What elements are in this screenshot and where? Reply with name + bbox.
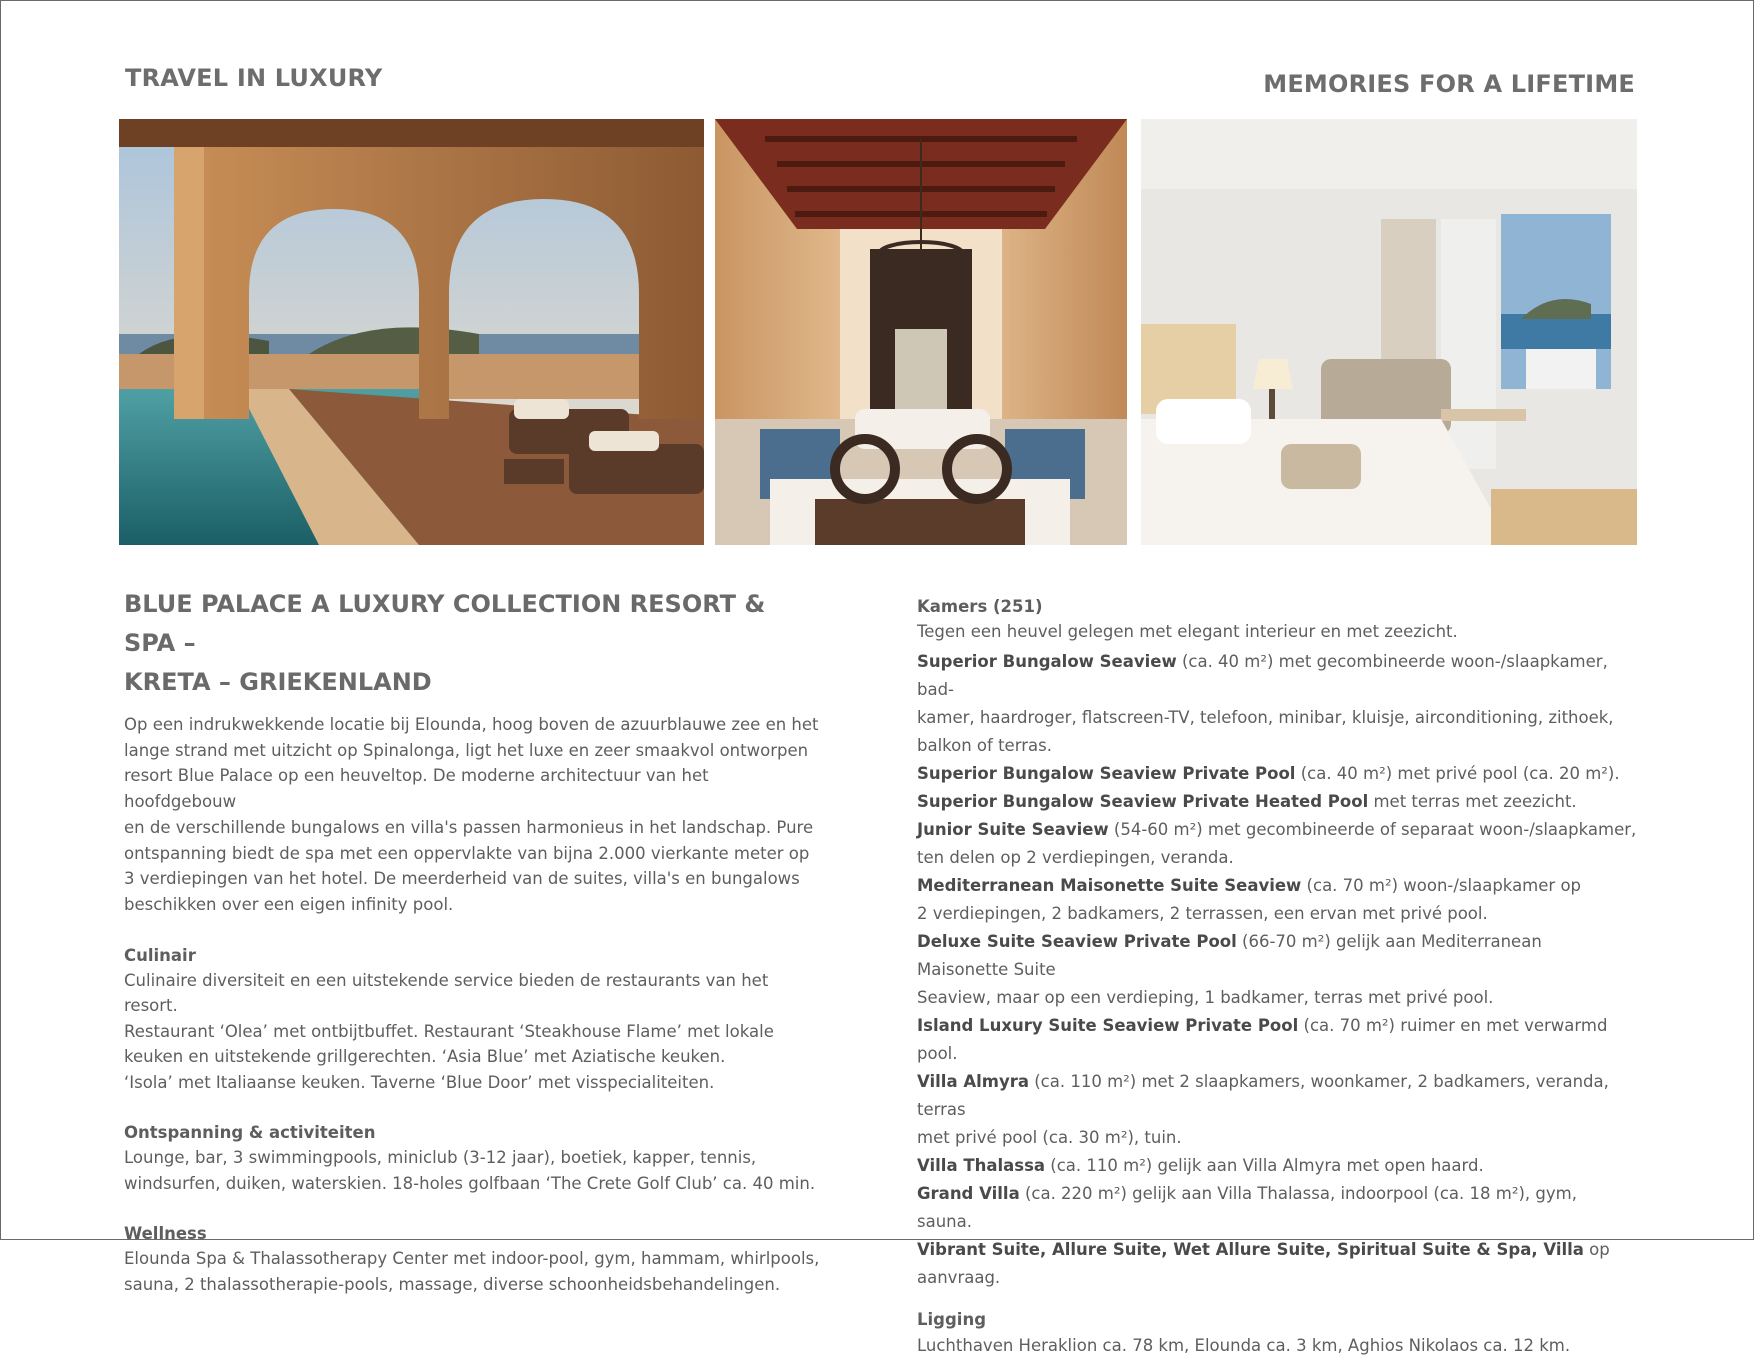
room-item — [917, 648, 1637, 760]
room-name: Villa Almyra — [917, 1072, 1029, 1091]
room-item — [917, 788, 1637, 816]
resort-terrace-photo — [119, 119, 704, 545]
ligging-text: Luchthaven Heraklion ca. 78 km, Elounda ca. 3 km, Aghios Nikolaos ca. 12 km. — [917, 1336, 1571, 1355]
culinair-heading: Culinair — [124, 945, 196, 965]
room-item — [917, 1068, 1637, 1152]
hotel-title-line-2: KRETA – GRIEKENLAND — [124, 668, 432, 696]
hotel-title — [124, 585, 824, 702]
room-desc-line: 2 verdiepingen, 2 badkamers, 2 terrassen, een ervan met privé pool. — [917, 904, 1488, 923]
wellness-heading: Wellness — [124, 1224, 207, 1244]
room-desc-line: (ca. 40 m²) met gecombineerde woon-/slaapkamer, bad- — [917, 652, 1608, 699]
room-desc-line: op aanvraag. — [917, 1240, 1610, 1287]
hotel-title-line-1: BLUE PALACE A LUXURY COLLECTION RESORT & SPA – — [124, 590, 766, 657]
room-desc-line: (ca. 110 m²) met 2 slaapkamers, woonkamer, 2 badkamers, veranda, terras — [917, 1072, 1609, 1119]
room-name: Grand Villa — [917, 1184, 1020, 1203]
hotel-intro — [124, 712, 824, 918]
room-desc-line: (66-70 m²) gelijk aan Mediterranean Maisonette Suite — [917, 932, 1542, 979]
ligging-section — [917, 1308, 1637, 1359]
room-item — [917, 1180, 1637, 1236]
room-name: Mediterranean Maisonette Suite Seaview — [917, 876, 1302, 895]
intro-line: ontspanning biedt de spa met een oppervlakte van bijna 2.000 vierkante meter op — [124, 843, 810, 863]
room-desc-line: (ca. 220 m²) gelijk aan Villa Thalassa, indoorpool (ca. 18 m²), gym, sauna. — [917, 1184, 1577, 1231]
lobby-photo — [715, 119, 1127, 545]
activiteiten-line: windsurfen, duiken, waterskien. 18-holes golfbaan ‘The Crete Golf Club’ ca. 40 min. — [124, 1173, 816, 1193]
room-name: Vibrant Suite, Allure Suite, Wet Allure Suite, Spiritual Suite & Spa, Villa — [917, 1240, 1584, 1259]
culinair-line: keuken en uitstekende grillgerechten. ‘Asia Blue’ met Aziatische keuken. — [124, 1047, 726, 1067]
culinair-text — [124, 968, 824, 1096]
room-desc-line: kamer, haardroger, flatscreen-TV, telefoon, minibar, kluisje, airconditioning, zithoek, — [917, 708, 1614, 727]
kamers-intro: Tegen een heuvel gelegen met elegant interieur en met zeezicht. — [917, 622, 1458, 641]
room-name: Superior Bungalow Seaview Private Pool — [917, 764, 1296, 783]
wellness-section — [124, 1221, 824, 1297]
room-item — [917, 872, 1637, 928]
room-name: Island Luxury Suite Seaview Private Pool — [917, 1016, 1299, 1035]
activiteiten-line: Lounge, bar, 3 swimmingpools, miniclub (3-12 jaar), boetiek, kapper, tennis, — [124, 1148, 757, 1168]
room-desc-line: (ca. 70 m²) woon-/slaapkamer op — [1301, 876, 1582, 895]
header-tagline-left: TRAVEL IN LUXURY — [125, 64, 383, 92]
intro-line: lange strand met uitzicht op Spinalonga, ligt het luxe en zeer smaakvol ontworpen — [124, 740, 809, 760]
hotel-description-column — [124, 585, 824, 1297]
room-name: Junior Suite Seaview — [917, 820, 1109, 839]
room-desc-line: (ca. 70 m²) ruimer en met verwarmd pool. — [917, 1016, 1608, 1063]
room-item — [917, 928, 1637, 1012]
header-tagline-right: MEMORIES FOR A LIFETIME — [1263, 70, 1635, 98]
room-item — [917, 760, 1637, 788]
intro-line: beschikken over een eigen infinity pool. — [124, 894, 454, 914]
intro-line: resort Blue Palace op een heuveltop. De moderne architectuur van het hoofdgebouw — [124, 766, 709, 812]
room-name: Superior Bungalow Seaview — [917, 652, 1177, 671]
room-desc-line: balkon of terras. — [917, 736, 1052, 755]
activiteiten-heading: Ontspanning & activiteiten — [124, 1123, 376, 1143]
room-name: Superior Bungalow Seaview Private Heated Pool — [917, 792, 1369, 811]
kamers-heading: Kamers (251) — [917, 597, 1043, 616]
bedroom-photo — [1141, 119, 1637, 545]
room-desc-line: met privé pool (ca. 30 m²), tuin. — [917, 1128, 1182, 1147]
culinair-line: Culinaire diversiteit en een uitstekende service bieden de restaurants van het resort. — [124, 970, 769, 1016]
room-name: Deluxe Suite Seaview Private Pool — [917, 932, 1237, 951]
room-desc-line: ten delen op 2 verdiepingen, veranda. — [917, 848, 1234, 867]
intro-line: en de verschillende bungalows en villa's passen harmonieus in het landschap. Pure — [124, 817, 814, 837]
rooms-column — [917, 596, 1637, 1359]
room-item — [917, 816, 1637, 872]
room-desc-line: met terras met zeezicht. — [1368, 792, 1577, 811]
room-desc-line: Seaview, maar op een verdieping, 1 badkamer, terras met privé pool. — [917, 988, 1494, 1007]
intro-line: Op een indrukwekkende locatie bij Elounda, hoog boven de azuurblauwe zee en het — [124, 715, 819, 734]
room-name: Villa Thalassa — [917, 1156, 1046, 1175]
room-desc-line: (ca. 40 m²) met privé pool (ca. 20 m²). — [1295, 764, 1620, 783]
activiteiten-section — [124, 1120, 824, 1196]
wellness-text — [124, 1246, 824, 1297]
room-item — [917, 1236, 1637, 1292]
room-item — [917, 1012, 1637, 1068]
culinair-line: ‘Isola’ met Italiaanse keuken. Taverne ‘Blue Door’ met visspecialiteiten. — [124, 1072, 715, 1092]
wellness-line: Elounda Spa & Thalassotherapy Center met indoor-pool, gym, hammam, whirlpools, — [124, 1249, 820, 1269]
room-desc-line: (54-60 m²) met gecombineerde of separaat woon-/slaapkamer, — [1108, 820, 1637, 839]
culinair-line: Restaurant ‘Olea’ met ontbijtbuffet. Restaurant ‘Steakhouse Flame’ met lokale — [124, 1021, 774, 1041]
ligging-heading: Ligging — [917, 1310, 987, 1329]
room-item — [917, 1152, 1637, 1180]
intro-line: 3 verdiepingen van het hotel. De meerderheid van de suites, villa's en bungalows — [124, 869, 800, 889]
room-desc-line: (ca. 110 m²) gelijk aan Villa Almyra met open haard. — [1045, 1156, 1484, 1175]
wellness-line: sauna, 2 thalassotherapie-pools, massage, diverse schoonheidsbehandelingen. — [124, 1274, 781, 1294]
culinair-section — [124, 943, 824, 1096]
activiteiten-text — [124, 1145, 824, 1196]
